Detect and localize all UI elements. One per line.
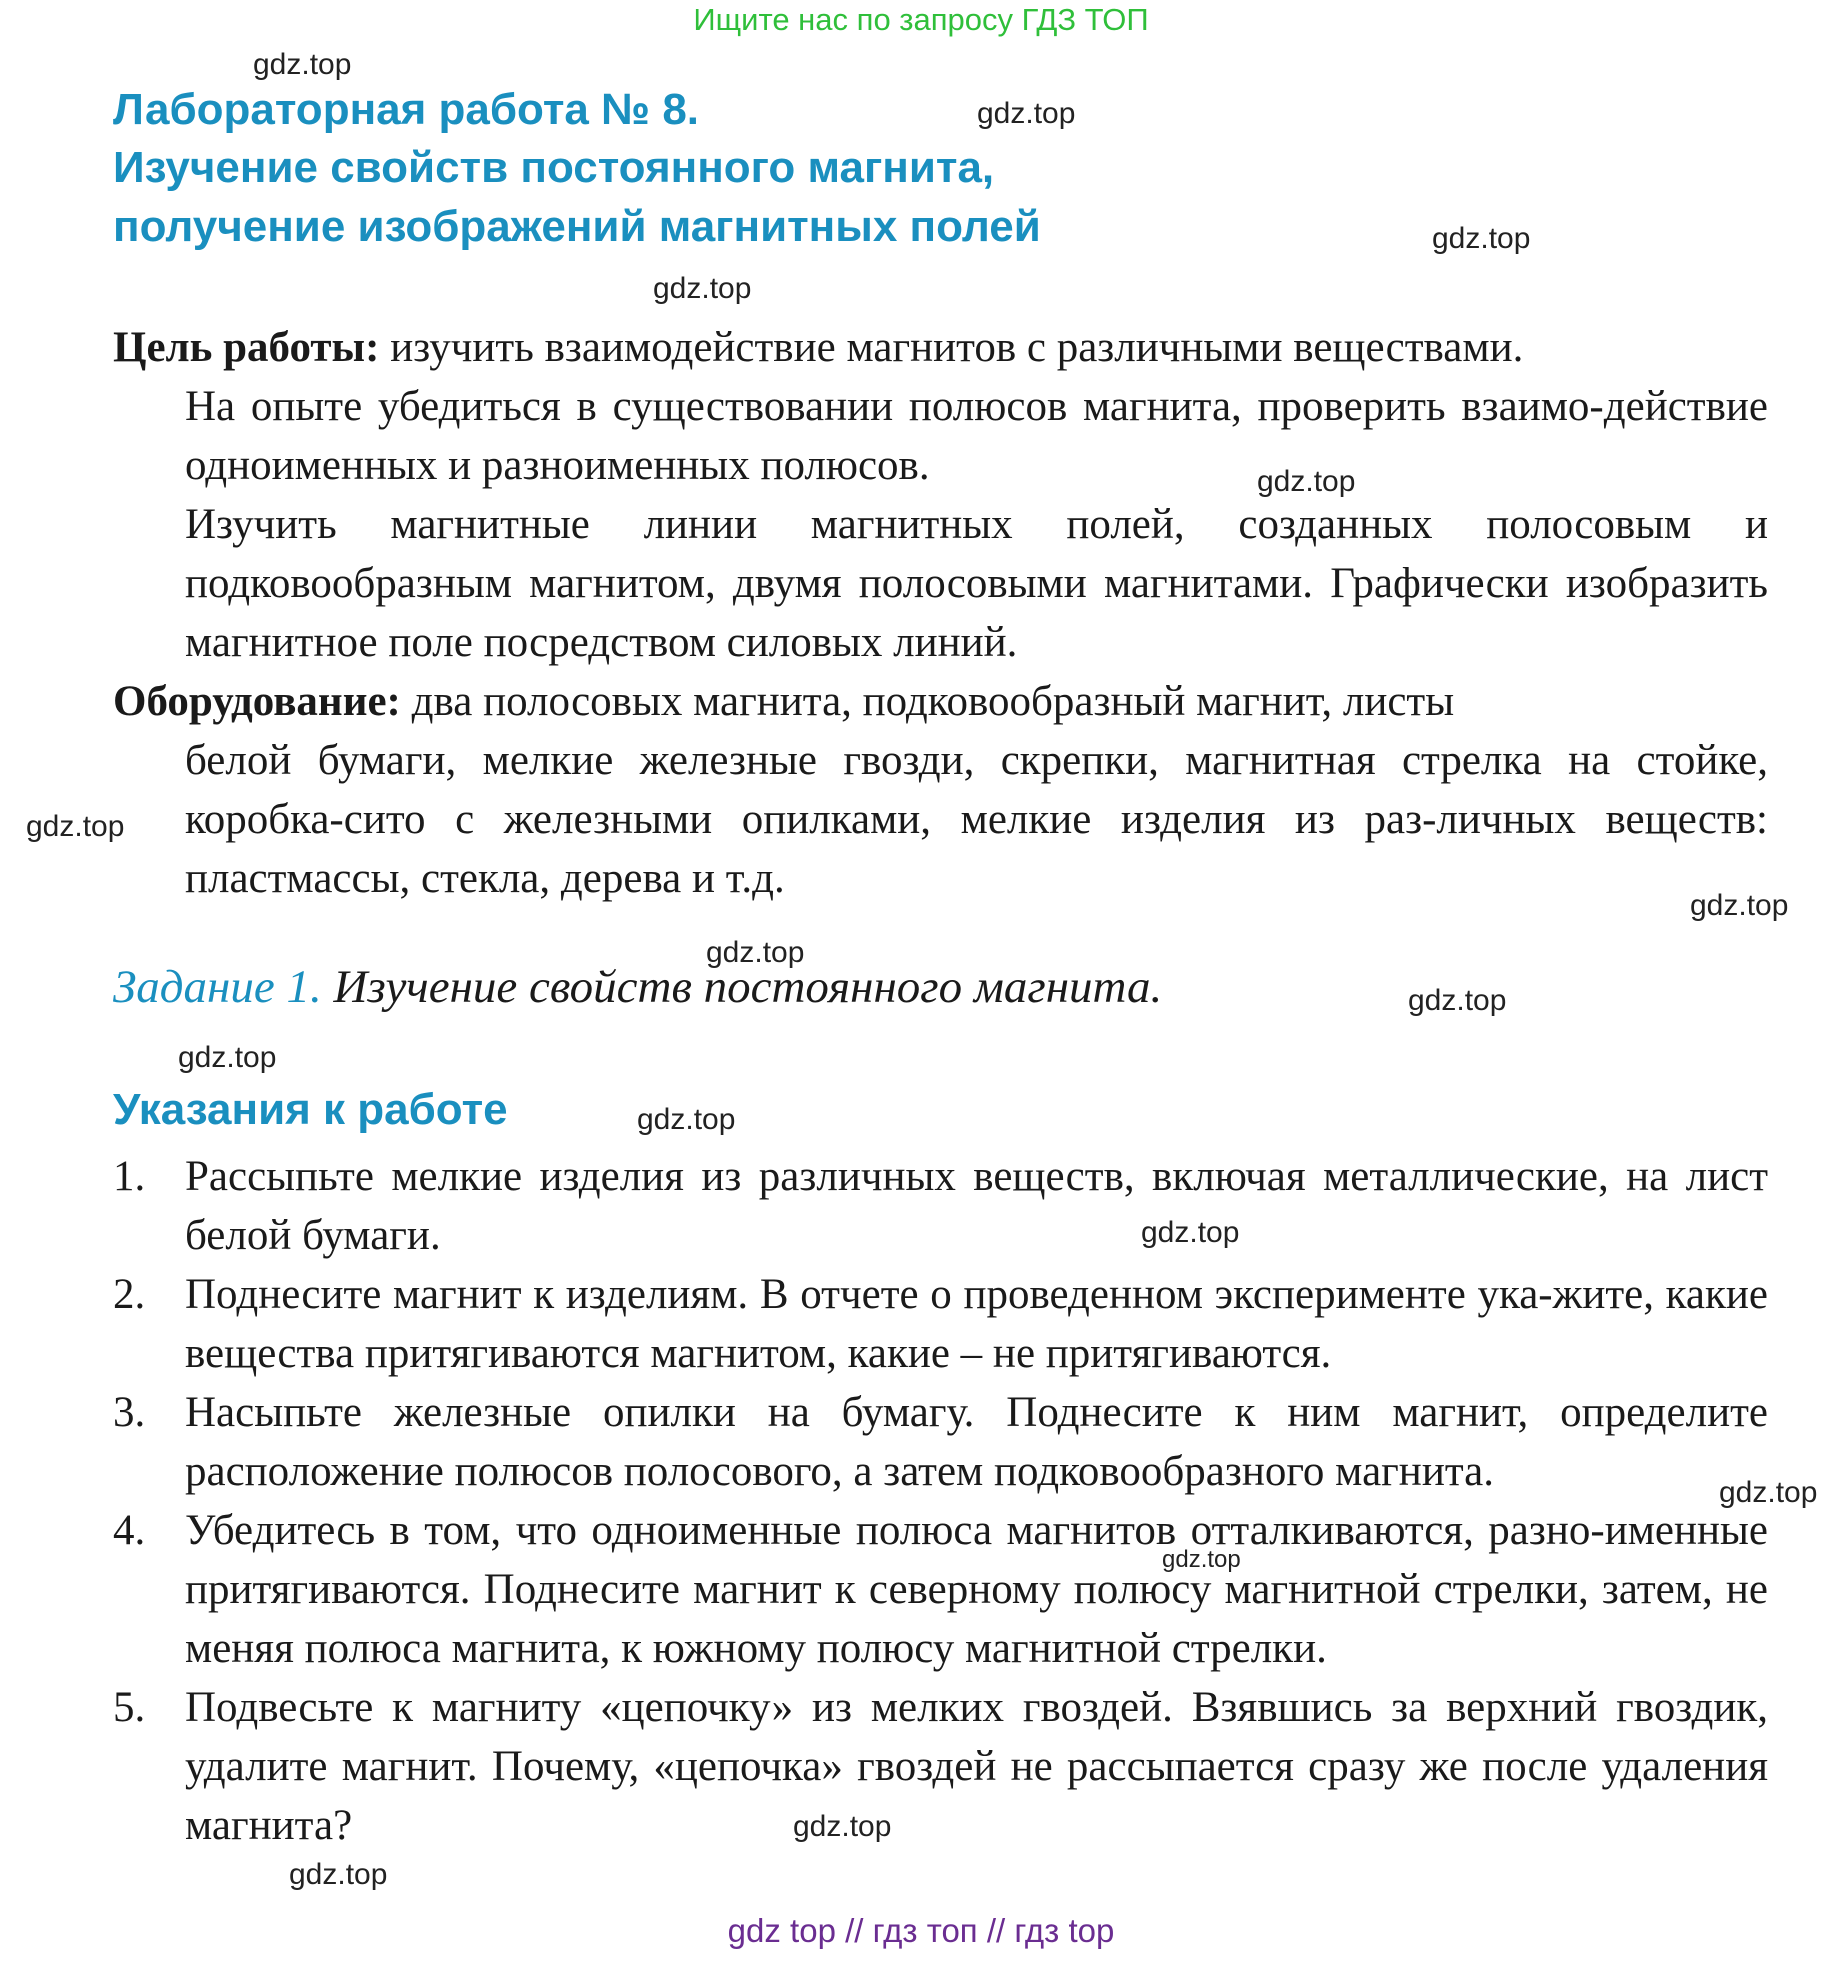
list-item (113, 1678, 1768, 1855)
step-text: Рассыпьте мелкие изделия из различных веществ, включая металлические, на лист белой бумаги. (185, 1153, 1768, 1259)
watermark: gdz.top (26, 810, 125, 843)
list-item (113, 1147, 1768, 1265)
task-text: Изучение свойств постоянного магнита. (321, 961, 1163, 1013)
task-heading (113, 960, 1162, 1014)
goal-text-2: На опыте убедиться в существовании полюсов магнита, проверить взаимо-действие одноименных и разноименных полюсов. (185, 383, 1768, 489)
watermark: gdz.top (1257, 465, 1356, 498)
watermark: gdz.top (653, 272, 752, 305)
list-item (113, 1383, 1768, 1501)
equipment-label: Оборудование: (113, 678, 401, 725)
lab-subtitle-line-2: получение изображений магнитных полей (113, 202, 1041, 251)
watermark: gdz.top (637, 1103, 736, 1136)
step-text: Насыпьте железные опилки на бумагу. Поднесите к ним магнит, определите расположение полюсов полосового, а затем подковообразного магнита. (185, 1389, 1768, 1495)
goal-label: Цель работы: (113, 324, 380, 371)
watermark: gdz.top (977, 97, 1076, 130)
watermark: gdz.top (706, 936, 805, 969)
list-item (113, 1501, 1768, 1678)
instruction-list (113, 1147, 1768, 1855)
step-number: 1. (113, 1153, 146, 1200)
watermark: gdz.top (1141, 1216, 1240, 1249)
watermark-small: gdz.top (1162, 1546, 1241, 1573)
list-item (113, 1265, 1768, 1383)
watermark: gdz.top (1719, 1476, 1818, 1509)
step-number: 4. (113, 1507, 146, 1554)
step-number: 3. (113, 1389, 146, 1436)
watermark: gdz.top (1408, 984, 1507, 1017)
search-banner: Ищите нас по запросу ГДЗ ТОП (693, 2, 1149, 37)
instructions-heading: Указания к работе (113, 1085, 508, 1134)
step-number: 2. (113, 1271, 146, 1318)
watermark: gdz.top (793, 1810, 892, 1843)
step-text: Убедитесь в том, что одноименные полюса магнитов отталкиваются, разно-именные притягиваются. Поднесите магнит к северному полюсу магнитной стрелки, затем, не меняя полюса магнита, к южному полюсу магнитной стрелки. (185, 1507, 1768, 1672)
lab-subtitle-line-1: Изучение свойств постоянного магнита, (113, 143, 995, 192)
step-text: Поднесите магнит к изделиям. В отчете о проведенном эксперименте ука-жите, какие вещества притягиваются магнитом, какие – не притягиваются. (185, 1271, 1768, 1377)
equipment-paragraph (113, 672, 1768, 908)
watermark: gdz.top (1690, 889, 1789, 922)
goal-paragraph (113, 318, 1768, 672)
watermark: gdz.top (1432, 222, 1531, 255)
watermark: gdz.top (253, 48, 352, 81)
lab-title: Лабораторная работа № 8. (113, 85, 700, 134)
step-number: 5. (113, 1684, 146, 1731)
footer-links: gdz top // гдз топ // гдз top (727, 1912, 1115, 1949)
watermark: gdz.top (178, 1041, 277, 1074)
equipment-text-2: белой бумаги, мелкие железные гвозди, скрепки, магнитная стрелка на стойке, коробка-сито с железными опилками, мелкие изделия из раз-личных веществ: пластмассы, стекла, дерева и т.д. (185, 737, 1768, 902)
goal-text-1: изучить взаимодействие магнитов с различными веществами. (379, 324, 1524, 371)
equipment-text-1: два полосовых магнита, подковообразный магнит, листы (400, 678, 1455, 725)
step-text: Подвесьте к магниту «цепочку» из мелких гвоздей. Взявшись за верхний гвоздик, удалите магнит. Почему, «цепочка» гвоздей не рассыпается сразу же после удаления магнита? (185, 1684, 1768, 1849)
watermark: gdz.top (289, 1858, 388, 1891)
task-number: Задание 1. (113, 961, 322, 1013)
goal-text-3: Изучить магнитные линии магнитных полей, созданных полосовым и подковообразным магнитом, двумя полосовыми магнитами. Графически изобразить магнитное поле посредством силовых линий. (185, 501, 1768, 666)
